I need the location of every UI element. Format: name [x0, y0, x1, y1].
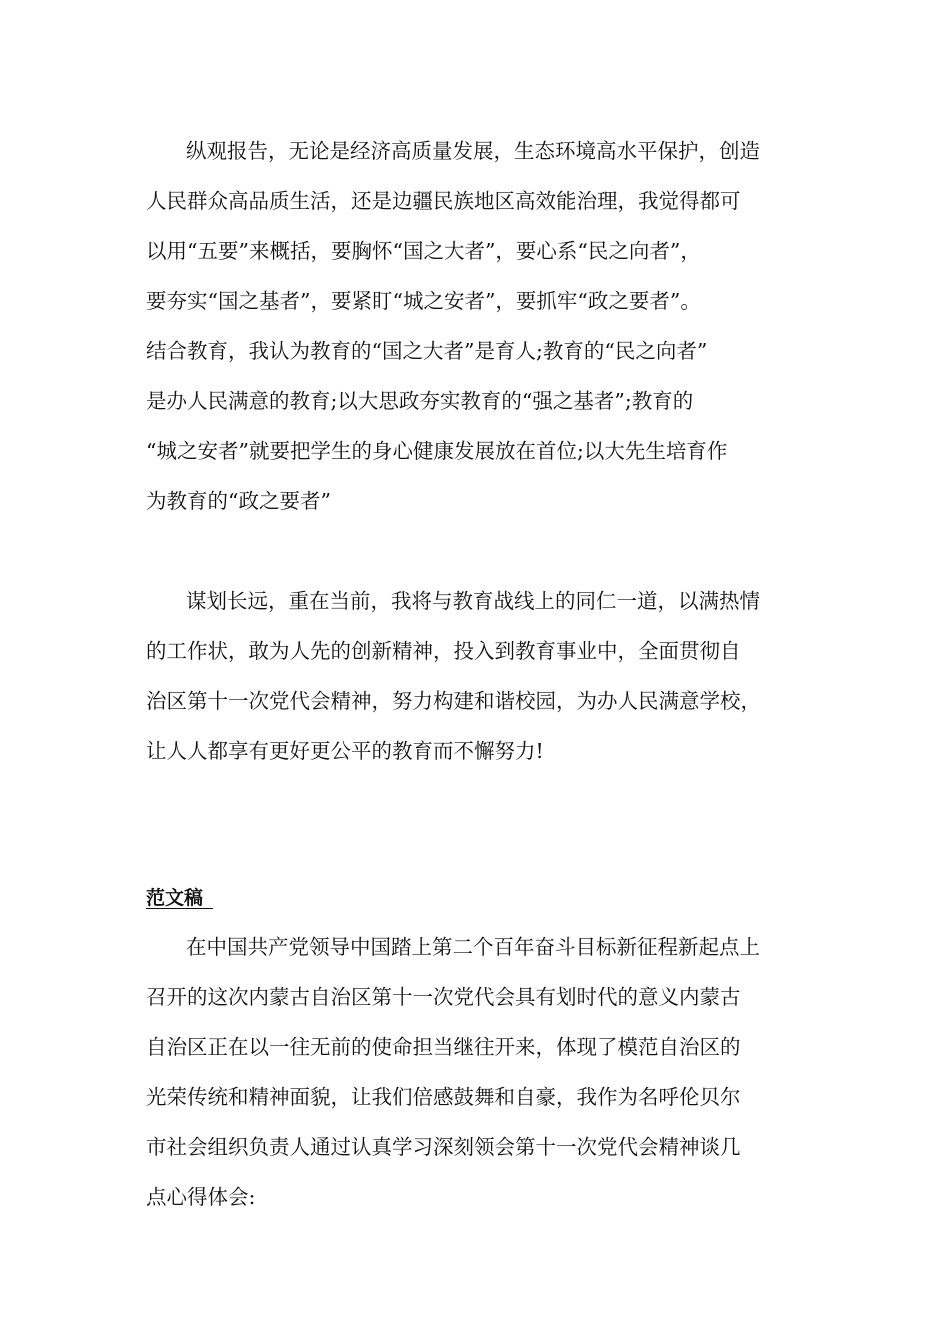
text-line: 让人人都享有更好更公平的教育而不懈努力!: [146, 739, 544, 763]
text-line: 要夯实“国之基者”，要紧盯“城之安者”，要抓牢“政之要者”。: [146, 289, 701, 313]
text-line: 谋划长远，重在当前，我将与教育战线上的同仁一道，以满热情: [186, 589, 760, 613]
text-line: 为教育的“政之要者”: [146, 489, 331, 513]
text-line: 治区第十一次党代会精神，努力构建和谐校园，为办人民满意学校，: [146, 689, 761, 713]
text-line: 人民群众高品质生活，还是边疆民族地区高效能治理，我觉得都可: [146, 189, 741, 213]
section-heading: [146, 876, 826, 909]
paragraph-congress-intro: [146, 922, 826, 1222]
text-line: 是办人民满意的教育;以大思政夯实教育的“强之基者”;教育的: [146, 389, 694, 413]
text-line: 自治区正在以一往无前的使命担当继往开来，体现了模范自治区的: [146, 1035, 741, 1059]
paragraph-plan-ahead: [146, 576, 826, 776]
text-line: 召开的这次内蒙古自治区第十一次党代会具有划时代的意义内蒙古: [146, 985, 741, 1009]
text-line: 点心得体会:: [146, 1185, 256, 1209]
text-line: 光荣传统和精神面貌，让我们倍感鼓舞和自豪，我作为名呼伦贝尔: [146, 1085, 741, 1109]
text-line: 市社会组织负责人通过认真学习深刻领会第十一次党代会精神谈几: [146, 1135, 741, 1159]
text-line: 结合教育，我认为教育的“国之大者”是育人;教育的“民之向者”: [146, 339, 708, 363]
text-line: 以用“五要”来概括，要胸怀“国之大者”，要心系“民之向者”，: [146, 239, 701, 263]
text-line: 在中国共产党领导中国踏上第二个百年奋斗目标新征程新起点上: [186, 935, 760, 959]
text-line: “城之安者”就要把学生的身心健康发展放在首位;以大先生培育作: [146, 439, 728, 463]
text-line: 的工作状，敢为人先的创新精神，投入到教育事业中，全面贯彻自: [146, 639, 741, 663]
paragraph-report-overview: [146, 126, 826, 526]
text-line: 纵观报告，无论是经济高质量发展，生态环境高水平保护，创造: [186, 139, 760, 163]
section-heading-text: 范文稿: [146, 876, 213, 909]
